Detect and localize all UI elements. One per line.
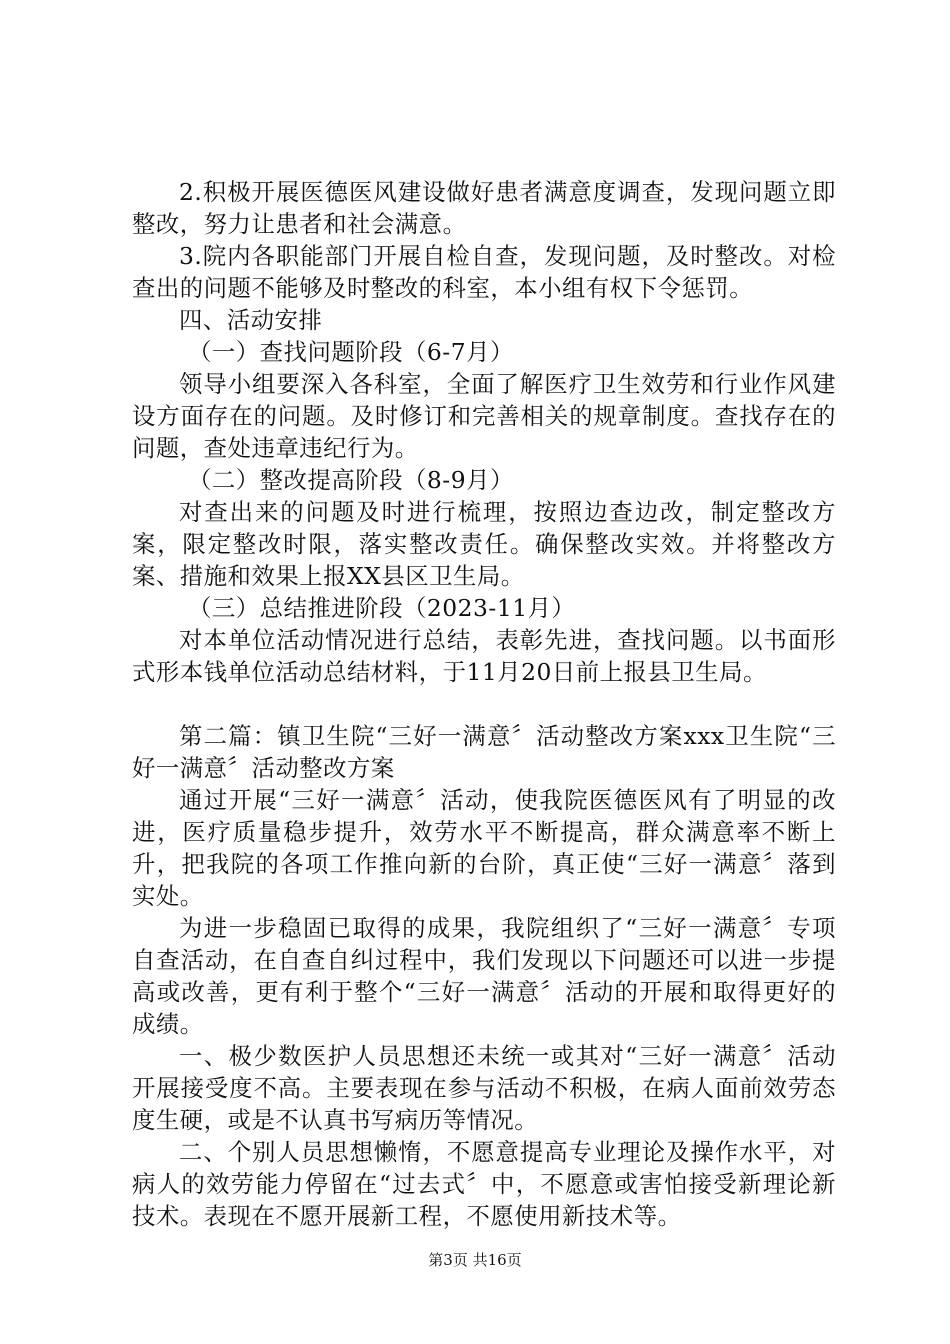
paragraph: 一、极少数医护人员思想还未统一或其对“三好一满意〞活动开展接受度不高。主要表现在参与活动不积极，在病人面前效劳态度生硬，或是不认真书写病历等情况。 [132,1042,836,1134]
article-title: 第二篇：镇卫生院“三好一满意〞活动整改方案xxx卫生院“三好一满意〞活动整改方案 [132,722,836,782]
paragraph-gap [132,688,836,720]
paragraph: 对本单位活动情况进行总结，表彰先进，查找问题。以书面形式形本钱单位活动总结材料，于11月20日前上报县卫生局。 [132,626,836,686]
paragraph: 2.积极开展医德医风建设做好患者满意度调查，发现问题立即整改，努力让患者和社会满意。 [132,178,836,238]
paragraph: 领导小组要深入各科室，全面了解医疗卫生效劳和行业作风建设方面存在的问题。及时修订和完善相关的规章制度。查找存在的问题，查处违章违纪行为。 [132,370,836,462]
paragraph: 对查出来的问题及时进行梳理，按照边查边改，制定整改方案，限定整改时限，落实整改责任。确保整改实效。并将整改方案、措施和效果上报XX县区卫生局。 [132,498,836,590]
page-number-footer: 第3页 共16页 [428,1251,522,1269]
document-body [132,176,836,1232]
paragraph: 为进一步稳固已取得的成果，我院组织了“三好一满意〞专项自查活动，在自查自纠过程中，我们发现以下问题还可以进一步提高或改善，更有利于整个“三好一满意〞活动的开展和取得更好的成绩。 [132,914,836,1038]
paragraph: 通过开展“三好一满意〞活动，使我院医德医风有了明显的改进，医疗质量稳步提升，效劳水平不断提高，群众满意率不断上升，把我院的各项工作推向新的台阶，真正使“三好一满意〞落到实处。 [132,786,836,910]
section-heading: 四、活动安排 [179,306,323,334]
paragraph: 3.院内各职能部门开展自检自查，发现问题，及时整改。对检查出的问题不能够及时整改的科室，本小组有权下令惩罚。 [132,242,836,302]
paragraph: 二、个别人员思想懒惰，不愿意提高专业理论及操作水平，对病人的效劳能力停留在“过去式〞中，不愿意或害怕接受新理论新技术。表现在不愿开展新工程，不愿使用新技术等。 [132,1138,836,1230]
subsection-heading: （二）整改提高阶段（8-9月） [188,466,514,494]
subsection-heading: （一）查找问题阶段（6-7月） [188,338,514,366]
subsection-heading: （三）总结推进阶段（2023-11月） [188,594,576,622]
